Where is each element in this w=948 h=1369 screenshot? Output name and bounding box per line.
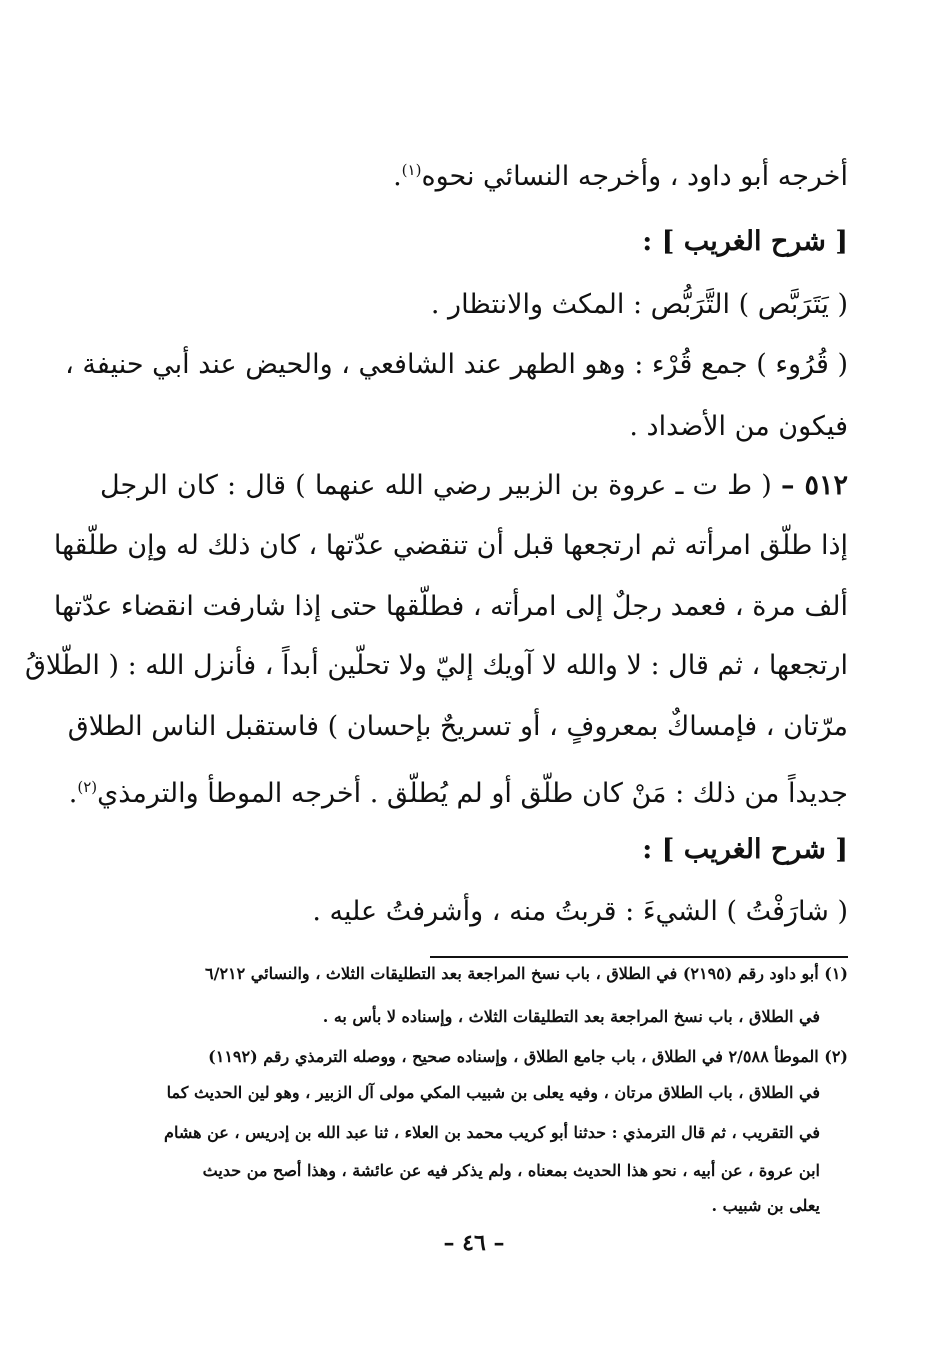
hadith-line-4: ارتجعها ، ثم قال : لا والله لا آويك إليّ ولا تحلّين أبداً ، فأنزل الله : ( الطّلاقُ xyxy=(24,650,848,681)
line-text: جديداً من ذلك : مَنْ كان طلّق أو لم يُطلّق . أخرجه الموطأ والترمذي xyxy=(97,778,848,809)
footnote-2-line-1: (٢) الموطأ ٢/٥٨٨ في الطلاق ، باب جامع الطلاق ، وإسناده صحيح ، ووصله الترمذي رقم (١١٩٢) xyxy=(208,1047,848,1066)
footnote-2-line-5: يعلى بن شبيب . xyxy=(711,1196,820,1215)
line-text: أخرجه أبو داود ، وأخرجه النسائي نحوه xyxy=(421,161,848,192)
footnote-2-line-2: في الطلاق ، باب الطلاق مرتان ، وفيه يعلى بن شبيب المكي مولى آل الزبير ، وهو لين الحديث كما xyxy=(166,1083,820,1102)
footnote-ref-1: (١) xyxy=(401,161,422,179)
footnote-1-line-2: في الطلاق ، باب نسخ المراجعة بعد التطليقات الثلاث ، وإسناده لا بأس به . xyxy=(322,1007,820,1026)
hadith-line-2: إذا طلّق امرأته ثم ارتجعها قبل أن تنقضي عدّتها ، كان ذلك له وإن طلّقها xyxy=(53,530,848,561)
line-end: . xyxy=(393,161,402,192)
footnote-1-line-1: (١) أبو داود رقم (٢١٩٥) في الطلاق ، باب نسخ المراجعة بعد التطليقات الثلاث ، والنسائي ٦/٢١٢ xyxy=(205,964,848,983)
hadith-text: ( ط ت ـ عروة بن الزبير رضي الله عنهما ) قال : كان الرجل xyxy=(100,470,772,501)
hadith-line-3: ألف مرة ، فعمد رجلٌ إلى امرأته ، فطلّقها حتى إذا شارفت انقضاء عدّتها xyxy=(53,591,848,622)
hadith-number: ٥١٢ – xyxy=(780,470,848,501)
hadith-line-6 xyxy=(68,767,848,814)
footnote-ref-2: (٢) xyxy=(77,778,98,796)
gharib-heading-2: [ شرح الغريب ] : xyxy=(642,834,848,865)
gharib-line-2: ( قُرُوء ) جمع قُرْء : وهو الطهر عند الشافعي ، والحيض عند أبي حنيفة ، xyxy=(65,349,848,380)
footnote-separator xyxy=(430,956,848,958)
hadith-line-1 xyxy=(100,466,848,506)
footnote-2-line-3: في التقريب ، ثم قال الترمذي : حدثنا أبو كريب محمد بن العلاء ، ثنا عبد الله بن إدريس ، عن هشام xyxy=(164,1123,820,1142)
footnote-2-line-4: ابن عروة ، عن أبيه ، نحو هذا الحديث بمعناه ، ولم يذكر فيه عن عائشة ، وهذا أصح من حديث xyxy=(202,1161,820,1180)
hadith-line-5: مرّتان ، فإمساكٌ بمعروفٍ ، أو تسريحٌ بإحسان ) فاستقبل الناس الطلاق xyxy=(67,711,848,742)
text-line-1 xyxy=(100,150,848,197)
gharib-line-1: ( يَتَرَبَّص ) التَّرَبُّص : المكث والانتظار . xyxy=(430,289,848,320)
page-number: – ٤٦ – xyxy=(443,1230,505,1256)
line-end: . xyxy=(68,778,78,809)
gharib-line-3: فيكون من الأضداد . xyxy=(629,411,848,442)
gharib-line-4: ( شارَفْتُ ) الشيءَ : قربتُ منه ، وأشرفتُ عليه . xyxy=(312,896,848,927)
gharib-heading-1: [ شرح الغريب ] : xyxy=(642,226,848,257)
